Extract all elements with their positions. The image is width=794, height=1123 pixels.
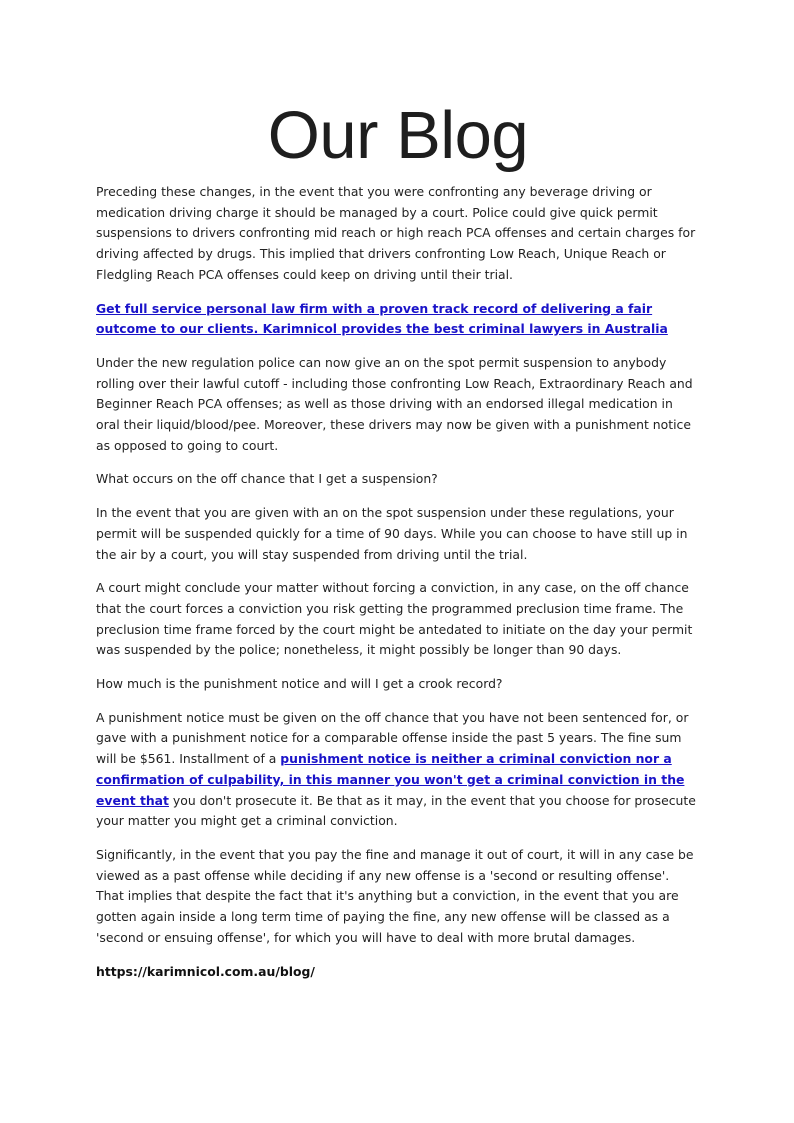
paragraph-conviction: A court might conclude your matter without forcing a conviction, in any case, on the off chance that the court forces a conviction you risk getting the programmed preclusion time frame. The preclusion time frame forced by the court might be antedated to initiate on the day your permit was suspended by the police; nonetheless, it might possibly be longer than 90 days. xyxy=(96,580,693,658)
document-page xyxy=(96,0,700,995)
paragraph-text-before-link: A punishment notice must be given on the off chance that you have not been sentenced for, or gave with a punishment notice for a comparable offense inside the past 5 years. The fine sum will be $561. Installment of a xyxy=(96,709,689,767)
question-suspension: What occurs on the off chance that I get a suspension? xyxy=(96,471,438,487)
paragraph-past-offense: Significantly, in the event that you pay the fine and manage it out of court, it will in any case be viewed as a past offense while deciding if any new offense is a 'second or resulting offense'. That implies that despite the fact that it's anything but a conviction, in the event that you are gotten again inside a long term time of paying the fine, any new offense will be classed as a 'second or ensuing offense', for which you will have to deal with more brutal damages. xyxy=(96,846,694,945)
page-title: Our Blog xyxy=(267,98,529,173)
inline-link-punishment-notice[interactable]: punishment notice is neither a criminal conviction nor a confirmation of culpability, in this manner you won't get a criminal conviction in the event that xyxy=(96,751,685,808)
paragraph-text-after-link: you don't prosecute it. Be that as it may, in the event that you choose for prosecute your matter you might get a criminal conviction. xyxy=(96,792,696,829)
promo-link-paragraph xyxy=(96,299,700,340)
promo-link[interactable]: Get full service personal law firm with a proven track record of delivering a fair outcome to our clients. Karimnicol provides the best criminal lawyers in Australia xyxy=(96,300,668,337)
paragraph-intro: Preceding these changes, in the event that you were confronting any beverage driving or medication driving charge it should be managed by a court. Police could give quick permit suspensions to drivers confronting mid reach or high reach PCA offenses and certain charges for driving affected by drugs. This implied that drivers confronting Low Reach, Unique Reach or Fledgling Reach PCA offenses could keep on driving until their trial. xyxy=(96,184,696,282)
paragraph-new-regulation: Under the new regulation police can now give an on the spot permit suspension to anybody rolling over their lawful cutoff - including those confronting Low Reach, Extraordinary Reach and Beginner Reach PCA offenses; as well as those driving with an endorsed illegal medication in oral their liquid/blood/pee. Moreover, these drivers may now be given with a punishment notice as opposed to going to court. xyxy=(96,354,693,453)
article-body xyxy=(96,182,700,982)
question-punishment-notice: How much is the punishment notice and will I get a crook record? xyxy=(96,676,503,692)
paragraph-suspension: In the event that you are given with an on the spot suspension under these regulations, your permit will be suspended quickly for a time of 90 days. While you can choose to have still up in the air by a court, you will stay suspended from driving until the trial. xyxy=(96,505,688,562)
paragraph-punishment-notice xyxy=(96,708,700,832)
source-url: https://karimnicol.com.au/blog/ xyxy=(96,963,315,979)
